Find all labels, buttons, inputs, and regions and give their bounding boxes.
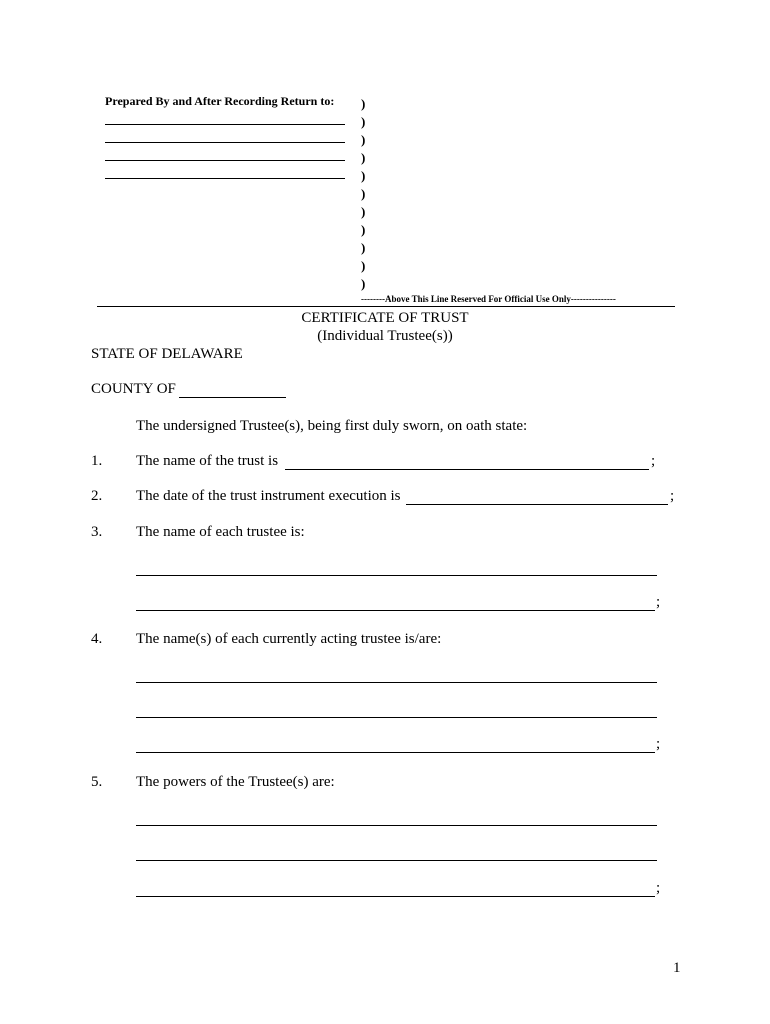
page-number: 1 [673,960,681,976]
official-use-notice: --------Above This Line Reserved For Official Use Only--------------- [361,294,616,304]
powers-field-1[interactable] [136,825,657,826]
item-label-trust-name: The name of the trust is [136,453,279,469]
item-number: 5. [91,774,103,790]
bracket: ) [361,258,366,273]
trustee-name-field-1[interactable] [136,575,657,576]
document-subtitle: (Individual Trustee(s)) [317,328,453,344]
bracket: ) [361,276,366,291]
item-label-acting-trustees: The name(s) of each currently acting trustee is/are: [136,631,442,647]
acting-trustee-field-2[interactable] [136,717,657,718]
powers-field-3[interactable] [136,896,655,897]
item-label-trustee-powers: The powers of the Trustee(s) are: [136,774,335,790]
intro-statement: The undersigned Trustee(s), being first duly sworn, on oath state: [136,418,528,434]
bracket: ) [361,222,366,237]
return-address-line-1[interactable] [105,124,345,125]
terminator: ; [656,736,661,752]
bracket: ) [361,114,366,129]
bracket: ) [361,186,366,201]
bracket: ) [361,240,366,255]
powers-field-2[interactable] [136,860,657,861]
bracket: ) [361,132,366,147]
trust-name-field[interactable] [285,469,649,470]
acting-trustee-field-1[interactable] [136,682,657,683]
terminator: ; [651,453,656,469]
item-number: 4. [91,631,103,647]
document-title: CERTIFICATE OF TRUST [301,310,469,326]
execution-date-field[interactable] [406,504,668,505]
trustee-name-field-2[interactable] [136,610,655,611]
bracket: ) [361,96,366,111]
item-number: 3. [91,524,103,540]
bracket: ) [361,168,366,183]
state-label: STATE OF DELAWARE [91,346,243,362]
bracket: ) [361,150,366,165]
terminator: ; [670,488,675,504]
bracket-column [361,95,365,293]
county-label: COUNTY OF [91,381,176,397]
return-address-line-3[interactable] [105,160,345,161]
bracket: ) [361,204,366,219]
terminator: ; [656,594,661,610]
item-label-execution-date: The date of the trust instrument execution is [136,488,401,504]
prepared-by-label: Prepared By and After Recording Return to: [105,94,335,108]
terminator: ; [656,880,661,896]
acting-trustee-field-3[interactable] [136,752,655,753]
item-number: 1. [91,453,103,469]
county-field[interactable] [179,397,286,398]
item-number: 2. [91,488,103,504]
official-use-divider [97,306,675,307]
return-address-line-2[interactable] [105,142,345,143]
return-address-line-4[interactable] [105,178,345,179]
item-label-trustee-names: The name of each trustee is: [136,524,305,540]
